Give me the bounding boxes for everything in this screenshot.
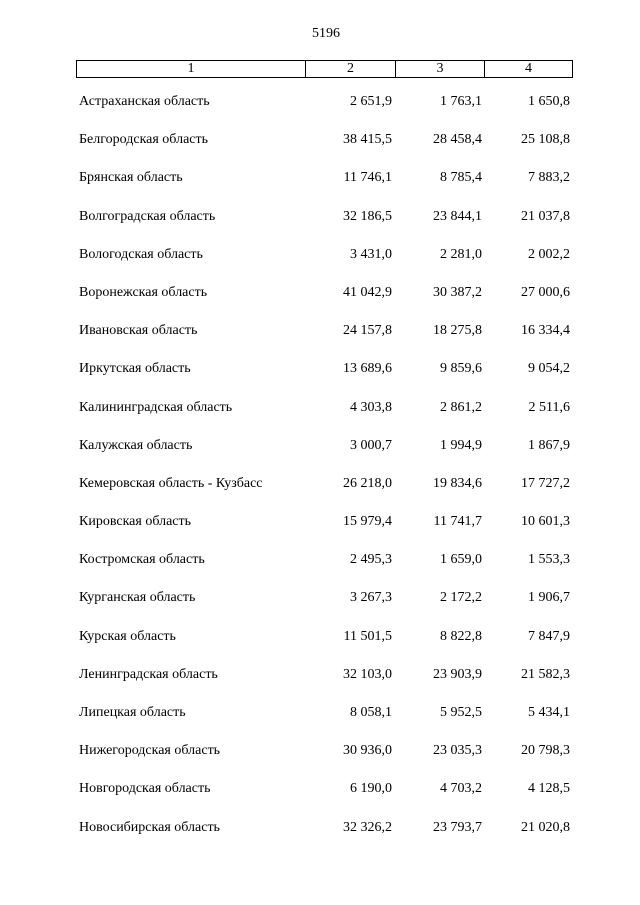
region-name: Курганская область [79,590,196,606]
value-col-4: 5 434,1 [528,705,570,720]
table-row [0,284,640,322]
table-row [0,742,640,780]
value-col-4: 4 128,5 [528,781,570,797]
table-row [0,628,640,666]
value-col-3: 8 785,4 [440,170,482,186]
value-col-2: 13 689,6 [343,361,392,377]
region-name: Калининградская область [79,399,233,415]
region-name: Калужская область [79,437,193,453]
value-col-4: 21 037,8 [521,208,570,224]
value-col-4: 7 883,2 [528,170,570,186]
region-name: Костромская область [79,552,205,568]
value-col-3: 5 952,5 [440,705,482,720]
table-row [0,704,640,742]
header-col-1: 1 [187,61,195,76]
region-name: Курская область [79,628,176,644]
region-name: Кемеровская область - Кузбасс [79,475,263,491]
table-row [0,475,640,513]
table-header [76,60,573,78]
region-name: Кировская область [79,514,192,530]
value-col-4: 10 601,3 [521,514,570,530]
value-col-2: 11 501,5 [343,628,392,644]
value-col-4: 27 000,6 [521,284,570,300]
table-row [0,513,640,551]
value-col-2: 32 103,0 [343,666,392,682]
table-row [0,437,640,475]
table-row [0,551,640,589]
table-row [0,246,640,284]
region-name: Липецкая область [79,705,186,720]
value-col-3: 19 834,6 [433,475,482,491]
table-row [0,819,640,857]
header-col-3: 3 [395,61,484,77]
table-row [0,131,640,169]
value-col-4: 1 867,9 [528,437,570,453]
value-col-2: 2 651,9 [350,94,392,109]
value-col-4: 9 054,2 [528,361,570,377]
value-col-3: 1 763,1 [440,94,482,109]
value-col-4: 21 582,3 [521,666,570,682]
value-col-4: 21 020,8 [521,819,570,835]
region-name: Брянская область [79,170,183,186]
value-col-4: 1 650,8 [528,94,570,109]
value-col-4: 7 847,9 [528,628,570,644]
value-col-2: 26 218,0 [343,475,392,491]
region-name: Волгоградская область [79,208,216,224]
region-name: Новосибирская область [79,819,220,835]
value-col-2: 38 415,5 [343,132,392,148]
header-col-2: 2 [305,61,395,77]
region-name: Белгородская область [79,132,209,148]
value-col-4: 20 798,3 [521,743,570,759]
value-col-3: 23 035,3 [433,743,482,759]
region-name: Ивановская область [79,323,198,339]
value-col-3: 2 281,0 [440,246,482,262]
table-row [0,322,640,360]
table-row [0,93,640,131]
header-col-4: 4 [484,61,572,77]
value-col-2: 32 326,2 [343,819,392,835]
value-col-3: 2 172,2 [440,590,482,606]
value-col-4: 1 553,3 [528,552,570,568]
region-name: Ленинградская область [79,666,218,682]
value-col-4: 16 334,4 [521,323,570,339]
value-col-2: 41 042,9 [343,284,392,300]
value-col-3: 18 275,8 [433,323,482,339]
value-col-2: 3 267,3 [350,590,392,606]
value-col-3: 1 659,0 [440,552,482,568]
table-row [0,208,640,246]
value-col-4: 25 108,8 [521,132,570,148]
table-row [0,360,640,398]
value-col-3: 9 859,6 [440,361,482,377]
value-col-4: 2 511,6 [528,399,570,415]
region-name: Воронежская область [79,284,208,300]
value-col-2: 3 000,7 [350,437,392,453]
page-number: 5196 [312,26,340,41]
value-col-2: 2 495,3 [350,552,392,568]
region-name: Астраханская область [79,94,210,109]
table-row [0,666,640,704]
value-col-2: 30 936,0 [343,743,392,759]
value-col-3: 30 387,2 [433,284,482,300]
value-col-4: 17 727,2 [521,475,570,491]
value-col-2: 3 431,0 [350,246,392,262]
value-col-3: 28 458,4 [433,132,482,148]
region-name: Нижегородская область [79,743,221,759]
value-col-3: 1 994,9 [440,437,482,453]
value-col-4: 1 906,7 [528,590,570,606]
table-row [0,399,640,437]
table-row [0,169,640,207]
value-col-3: 23 844,1 [433,208,482,224]
value-col-2: 24 157,8 [343,323,392,339]
value-col-2: 6 190,0 [350,781,392,797]
value-col-3: 23 793,7 [433,819,482,835]
value-col-2: 8 058,1 [350,705,392,720]
value-col-3: 4 703,2 [440,781,482,797]
value-col-2: 15 979,4 [343,514,392,530]
value-col-2: 32 186,5 [343,208,392,224]
region-name: Вологодская область [79,246,203,262]
table-body [0,93,640,857]
table-row [0,780,640,818]
table-row [0,589,640,627]
region-name: Иркутская область [79,361,191,377]
value-col-2: 11 746,1 [343,170,392,186]
value-col-3: 11 741,7 [433,514,482,530]
value-col-3: 23 903,9 [433,666,482,682]
value-col-3: 2 861,2 [440,399,482,415]
value-col-4: 2 002,2 [528,246,570,262]
value-col-3: 8 822,8 [440,628,482,644]
value-col-2: 4 303,8 [350,399,392,415]
region-name: Новгородская область [79,781,211,797]
